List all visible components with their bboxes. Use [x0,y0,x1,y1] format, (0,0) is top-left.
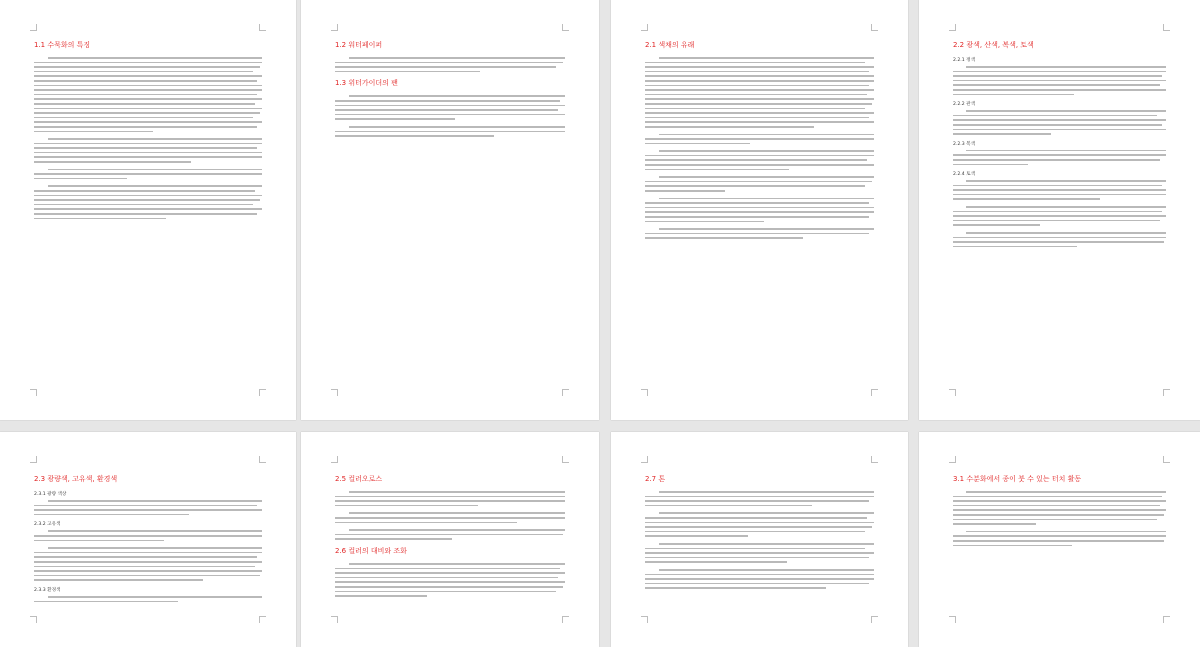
text-line [34,71,253,73]
section-heading: 2.7 톤 [645,475,666,483]
margin-mark [30,24,37,31]
margin-mark [562,389,569,396]
text-line [659,57,874,59]
subsection-heading: 2.3.2 고유색 [34,522,61,528]
text-line [953,514,1164,516]
paragraph [645,150,874,170]
text-line [645,500,869,502]
text-line [48,530,262,532]
text-line [645,496,874,498]
text-line [34,514,189,516]
page-body [645,474,874,595]
text-line [349,57,565,59]
text-line [645,126,814,128]
text-line [966,491,1166,493]
text-line [335,105,565,107]
paragraph [335,491,565,506]
text-line [659,198,874,200]
section-heading: 1.3 위터가이더의 팬 [335,79,398,88]
text-line [953,496,1162,498]
text-line [645,233,869,235]
text-line [349,95,565,97]
section-heading: 1.2 워터페이퍼 [335,41,383,49]
paragraph [335,95,565,120]
text-line [645,75,874,77]
text-line [34,208,262,210]
page-body [34,40,262,225]
text-line [953,509,1166,511]
page-body [645,40,874,245]
margin-mark [30,456,37,463]
text-line [645,583,869,585]
text-line [953,129,1166,131]
text-line [349,512,565,514]
text-line [335,517,565,519]
subsection-heading: 2.3.1 광량 색상 [34,492,67,497]
paragraph [953,491,1166,525]
text-line [659,512,874,514]
text-line [953,540,1164,542]
text-line [659,228,874,230]
paragraph [34,596,262,602]
margin-mark [259,456,266,463]
text-line [645,531,865,533]
paragraph [953,66,1166,95]
text-line [953,237,1166,239]
text-line [659,176,874,178]
paragraph [34,500,262,515]
text-line [34,89,262,91]
text-line [953,241,1164,243]
text-line [645,112,874,114]
section-heading: 2.5 컬러오로스 [335,475,383,483]
text-line [953,224,1040,226]
text-line [48,500,262,502]
text-line [659,134,874,136]
text-line [335,500,565,502]
text-line [335,595,427,597]
text-line [48,547,262,549]
text-line [645,561,787,563]
text-line [659,569,874,571]
text-line [645,578,874,580]
text-line [335,496,565,498]
margin-mark [641,616,648,623]
paragraph [953,531,1166,546]
margin-mark [1163,616,1170,623]
paragraph [953,150,1166,165]
section-heading: 2.1 색채의 유래 [645,41,695,49]
text-line [659,543,874,545]
subsection-heading: 2.2.3 복색 [953,141,976,147]
page-body [34,474,262,608]
page-body [953,40,1166,253]
text-line [34,131,153,133]
text-line [335,131,565,133]
paragraph [645,228,874,239]
text-line [335,135,494,137]
text-line [645,221,764,223]
margin-mark [259,24,266,31]
text-line [953,159,1160,161]
text-line [645,202,869,204]
text-line [34,213,257,215]
text-line [966,531,1166,533]
text-line [953,119,1166,121]
paragraph [34,185,262,219]
text-line [34,98,262,100]
paragraph [645,491,874,506]
paragraph [645,569,874,589]
text-line [953,154,1166,156]
text-line [349,563,565,565]
text-line [645,108,865,110]
text-line [953,89,1166,91]
text-line [34,80,257,82]
text-line [953,220,1160,222]
text-line [34,199,260,201]
paragraph [34,169,262,180]
text-line [34,126,257,128]
margin-mark [331,456,338,463]
subsection-heading: 2.2.1 정색 [953,58,976,63]
text-line [953,164,1028,166]
paragraph [645,512,874,537]
text-line [48,57,262,59]
subsection-heading: 2.2.4 토색 [953,172,976,178]
text-line [645,535,748,537]
text-line [645,80,874,82]
subsection-heading: 2.3.3 환경색 [34,587,61,593]
paragraph [645,176,874,191]
paragraph [645,198,874,223]
text-line [34,94,257,96]
text-line [335,572,565,574]
document-page[interactable] [611,432,908,647]
text-line [34,509,262,511]
text-line [953,500,1166,502]
margin-mark [30,389,37,396]
text-line [335,581,565,583]
text-line [953,133,1051,135]
text-line [335,62,563,64]
text-line [349,529,565,531]
paragraph [953,180,1166,200]
margin-mark [1163,389,1170,396]
text-line [34,103,255,105]
margin-mark [1163,456,1170,463]
text-line [953,115,1157,117]
text-line [645,526,872,528]
paragraph [335,529,565,540]
text-line [335,568,560,570]
text-line [645,552,874,554]
text-line [645,169,789,171]
margin-mark [871,389,878,396]
text-line [953,215,1166,217]
text-line [34,173,262,175]
text-line [34,147,257,149]
margin-mark [562,616,569,623]
text-line [645,159,867,161]
margin-mark [331,24,338,31]
paragraph [335,563,565,597]
text-line [953,84,1160,86]
text-line [645,94,867,96]
margin-mark [949,389,956,396]
document-page[interactable] [301,0,599,420]
text-line [953,535,1166,537]
text-line [645,548,865,550]
text-line [953,211,1162,213]
text-line [335,538,452,540]
text-line [966,206,1166,208]
text-line [966,110,1166,112]
text-line [645,216,869,218]
paragraph [335,57,565,72]
text-line [645,211,874,213]
paragraph [645,57,874,128]
text-line [645,71,869,73]
text-line [34,117,253,119]
margin-mark [871,24,878,31]
text-line [645,237,803,239]
subsection-heading: 2.2.2 관색 [953,102,976,108]
text-line [34,108,262,110]
text-line [953,246,1077,248]
text-line [335,100,560,102]
text-line [335,522,517,524]
text-line [34,112,260,114]
section-heading: 2.3 광량색, 고유색, 환경색 [34,475,118,483]
text-line [953,505,1160,507]
text-line [966,180,1166,182]
text-line [953,124,1162,126]
text-line [645,138,874,140]
text-line [34,143,262,145]
text-line [645,143,750,145]
paragraph [953,206,1166,226]
margin-mark [871,616,878,623]
text-line [645,522,874,524]
text-line [34,601,178,603]
text-line [34,190,255,192]
text-line [953,545,1072,547]
text-line [34,152,262,154]
paragraph [953,232,1166,247]
text-line [645,190,725,192]
text-line [349,126,565,128]
text-line [645,66,874,68]
text-line [966,66,1166,68]
paragraph [34,547,262,581]
text-line [34,85,262,87]
text-line [34,552,262,554]
text-line [48,185,262,187]
margin-mark [562,24,569,31]
text-line [953,71,1166,73]
text-line [953,80,1166,82]
margin-mark [259,389,266,396]
paragraph [645,543,874,563]
text-line [953,194,1166,196]
text-line [645,517,867,519]
margin-mark [259,616,266,623]
text-line [34,204,253,206]
text-line [335,118,455,120]
margin-mark [641,24,648,31]
margin-mark [949,456,956,463]
text-line [34,505,257,507]
text-line [659,150,874,152]
text-line [34,75,262,77]
text-line [335,66,556,68]
text-line [34,535,262,537]
paragraph [335,126,565,137]
text-line [645,117,869,119]
text-line [34,540,164,542]
text-line [48,138,262,140]
text-line [645,62,865,64]
margin-mark [562,456,569,463]
text-line [966,150,1166,152]
text-line [34,218,166,220]
text-line [953,185,1162,187]
paragraph [645,134,874,145]
margin-mark [949,616,956,623]
text-line [34,566,255,568]
section-heading: 1.1 수묵화의 특징 [34,41,91,49]
text-line [645,103,872,105]
page-body [953,474,1166,552]
text-line [34,66,260,68]
text-line [349,491,565,493]
document-page[interactable] [919,432,1200,647]
text-line [34,161,191,163]
text-line [335,114,565,116]
text-line [335,505,478,507]
text-line [645,505,812,507]
text-line [953,198,1100,200]
text-line [645,181,872,183]
text-line [953,523,1036,525]
text-line [335,591,556,593]
text-line [645,574,874,576]
section-heading: 3.1 수분화에서 종이 붓 수 있는 터치 활동 [953,475,1082,483]
text-line [953,94,1074,96]
text-line [953,75,1162,77]
text-line [659,491,874,493]
paragraph [953,110,1166,135]
margin-mark [871,456,878,463]
text-line [645,587,826,589]
margin-mark [30,616,37,623]
text-line [645,98,874,100]
margin-mark [949,24,956,31]
text-line [645,185,865,187]
text-line [645,89,874,91]
text-line [645,155,874,157]
document-page[interactable] [611,0,908,420]
document-page[interactable] [919,0,1200,420]
text-line [645,85,869,87]
margin-mark [331,616,338,623]
text-line [34,178,127,180]
text-line [966,232,1166,234]
text-line [34,575,260,577]
text-line [48,596,262,598]
section-heading: 2.2 광색, 산색, 복색, 토색 [953,41,1034,49]
text-line [34,156,262,158]
document-page[interactable] [301,432,599,647]
text-line [34,556,257,558]
text-line [34,579,203,581]
text-line [645,164,874,166]
section-heading: 2.6 컬러의 대비와 조화 [335,546,407,555]
text-line [34,121,262,123]
text-line [645,121,874,123]
page-body [335,40,565,143]
text-line [34,195,262,197]
text-line [34,561,262,563]
document-page[interactable] [0,0,296,420]
text-line [335,109,558,111]
text-line [645,207,874,209]
paragraph [335,512,565,523]
text-line [335,577,558,579]
margin-mark [641,456,648,463]
paragraph [34,530,262,541]
paragraph [34,57,262,132]
margin-mark [641,389,648,396]
document-page[interactable] [0,432,296,647]
text-line [335,534,563,536]
text-line [953,189,1166,191]
text-line [48,169,262,171]
text-line [645,557,869,559]
text-line [953,519,1157,521]
text-line [34,62,262,64]
text-line [335,586,563,588]
margin-mark [1163,24,1170,31]
paragraph [34,138,262,163]
page-body [335,474,565,603]
margin-mark [331,389,338,396]
text-line [335,71,480,73]
text-line [34,570,262,572]
